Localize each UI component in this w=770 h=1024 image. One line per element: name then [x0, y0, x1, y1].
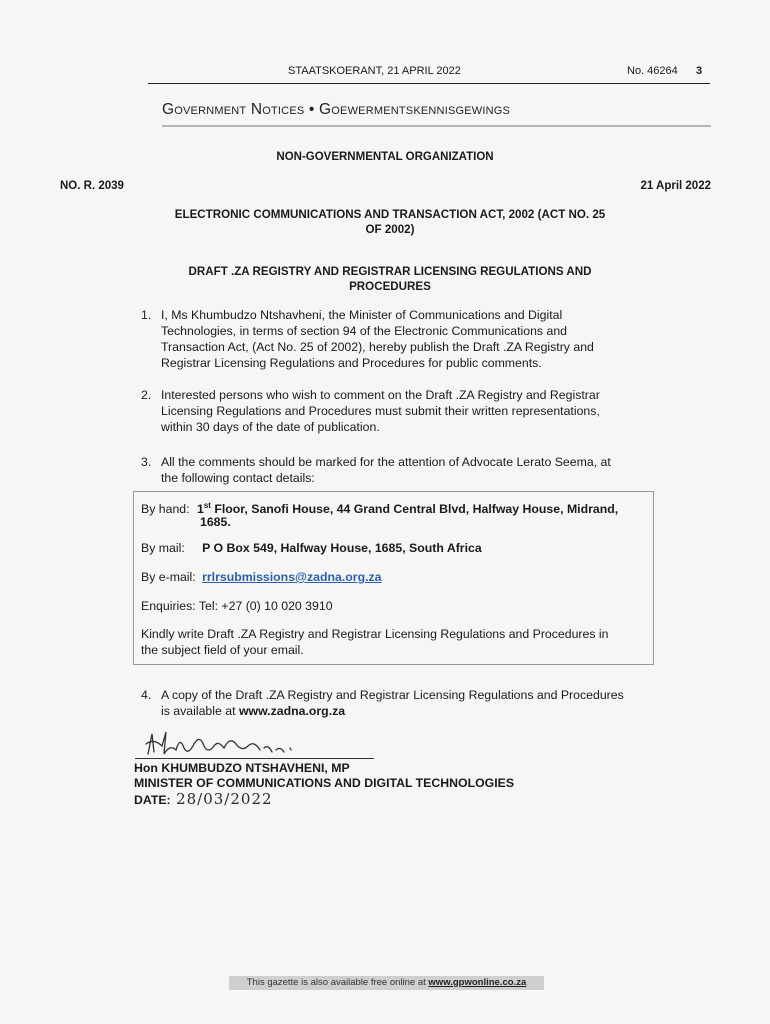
list-item [141, 454, 653, 486]
item-line: Registrar Licensing Regulations and Procedures for public comments. [161, 356, 542, 370]
act-title [130, 207, 650, 237]
by-hand-address [197, 502, 618, 516]
item-line: I, Ms Khumbudzo Ntshavheni, the Minister of Communications and Digital [161, 308, 563, 322]
contact-details-box [133, 491, 654, 665]
page-number: 3 [696, 65, 703, 77]
item-number: 4. [141, 688, 152, 702]
item-text [141, 454, 653, 486]
subject-note [141, 626, 651, 658]
item-line: Interested persons who wish to comment on the Draft .ZA Registry and Registrar [161, 388, 600, 402]
note-line: the subject field of your email. [141, 643, 304, 657]
signer-title: MINISTER OF COMMUNICATIONS AND DIGITAL TECHNOLOGIES [134, 776, 515, 790]
signature-line [135, 758, 374, 759]
draft-title [130, 264, 650, 294]
act-title-line: ELECTRONIC COMMUNICATIONS AND TRANSACTION ACT, 2002 (ACT NO. 25 [174, 208, 606, 221]
handwritten-date: 28/03/2022 [176, 790, 273, 808]
availability-text: is available at [161, 704, 239, 718]
by-mail-row [141, 540, 482, 556]
by-mail-label: By mail: [141, 541, 185, 555]
item-number: 1. [141, 308, 152, 322]
item-line [161, 703, 661, 719]
zadna-website-link[interactable]: www.zadna.org.za [238, 704, 346, 718]
floor-number: 1 [196, 502, 204, 517]
address-text: Floor, Sanofi House, 44 Grand Central Blvd, Halfway House, Midrand, [210, 502, 619, 517]
item-line: within 30 days of the date of publication. [161, 420, 380, 434]
item-line: the following contact details: [161, 471, 315, 485]
footer-text: This gazette is also available free online at [246, 977, 429, 988]
item-text [141, 687, 661, 719]
category-heading: NON-GOVERNMENTAL ORGANIZATION [276, 151, 494, 163]
item-line: Technologies, in terms of section 94 of the Electronic Communications and [161, 324, 568, 338]
act-title-line: OF 2002) [365, 223, 415, 236]
date-label: DATE: [134, 793, 171, 807]
by-hand-postcode: 1685. [200, 515, 231, 529]
item-line: A copy of the Draft .ZA Registry and Registrar Licensing Regulations and Procedures [161, 688, 624, 702]
by-mail-address: P O Box 549, Halfway House, 1685, South Africa [202, 541, 482, 555]
item-number: 3. [141, 455, 152, 469]
list-item [141, 387, 653, 435]
by-hand-label: By hand: [141, 502, 190, 517]
header-rule [148, 83, 710, 84]
signature-date-row [134, 790, 273, 808]
note-line: Kindly write Draft .ZA Registry and Registrar Licensing Regulations and Procedures in [141, 627, 609, 641]
item-text [141, 387, 653, 435]
email-link[interactable]: rrlrsubmissions@zadna.org.za [202, 570, 382, 584]
by-email-row [141, 569, 382, 585]
item-line: Transaction Act, (Act No. 25 of 2002), hereby publish the Draft .ZA Registry and [161, 340, 594, 354]
list-item [141, 307, 653, 371]
item-line: All the comments should be marked for the attention of Advocate Lerato Seema, at [161, 455, 611, 469]
issue-number: No. 46264 [627, 65, 678, 77]
signer-name: Hon KHUMBUDZO NTSHAVHENI, MP [134, 761, 350, 775]
enquiries-text: Enquiries: Tel: +27 (0) 10 020 3910 [141, 599, 333, 613]
floor-ordinal: st [203, 501, 211, 510]
section-rule [162, 125, 711, 127]
section-title: Government Notices • Goewermentskennisgewings [162, 101, 511, 118]
list-item [141, 687, 661, 719]
draft-title-line: PROCEDURES [349, 280, 431, 293]
footer-bar [229, 976, 544, 990]
handwritten-signature [140, 726, 300, 760]
by-email-label: By e-mail: [141, 570, 196, 584]
item-text [141, 307, 653, 371]
notice-number: NO. R. 2039 [60, 180, 124, 192]
draft-title-line: DRAFT .ZA REGISTRY AND REGISTRAR LICENSING REGULATIONS AND [188, 265, 592, 278]
gpwonline-link[interactable]: www.gpwonline.co.za [428, 977, 527, 988]
item-line: Licensing Regulations and Procedures must submit their written representations, [161, 404, 600, 418]
notice-date: 21 April 2022 [640, 180, 711, 192]
item-number: 2. [141, 388, 152, 402]
gazette-name: STAATSKOERANT, 21 APRIL 2022 [288, 65, 461, 77]
